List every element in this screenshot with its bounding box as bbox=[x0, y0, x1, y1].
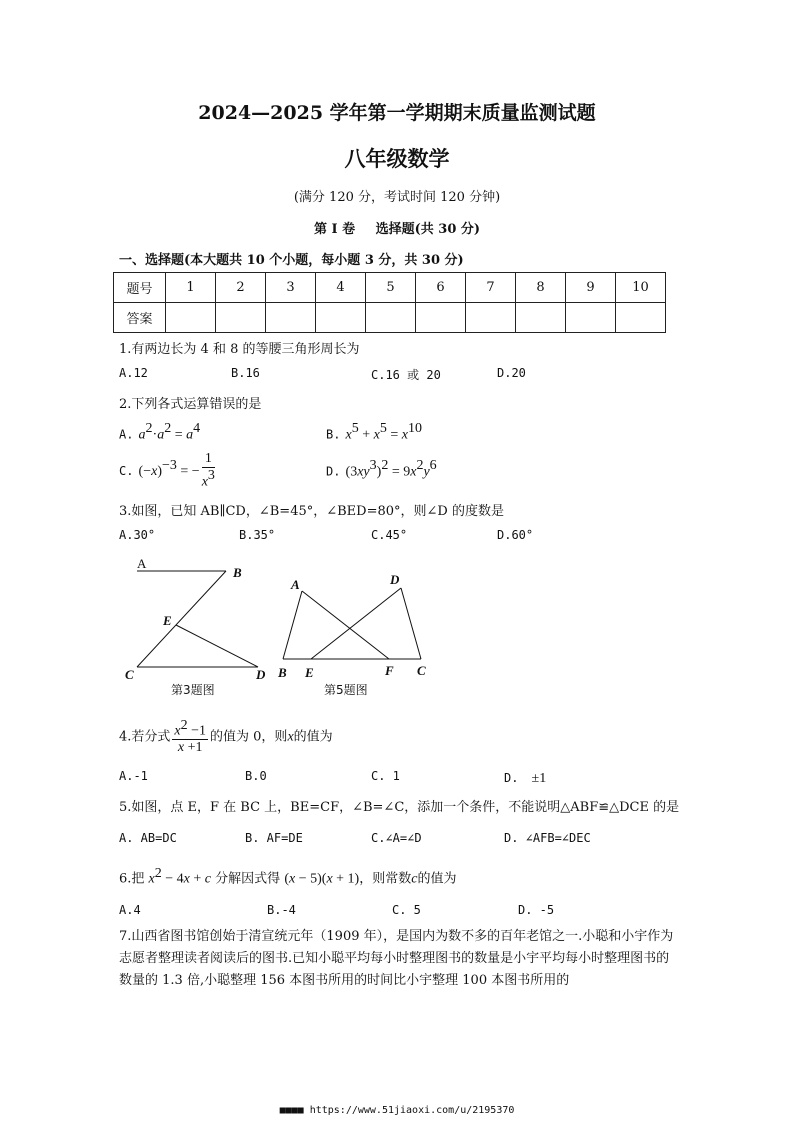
part-name: 选择题(共 30 分) bbox=[375, 222, 481, 237]
q2-option-c: C. $(-x)^{-3}$ = − $\frac{1}{x^3}$ bbox=[119, 451, 215, 490]
question-number-cell: 7 bbox=[466, 273, 516, 303]
question-number-cell: 4 bbox=[316, 273, 366, 303]
question-number-cell: 5 bbox=[366, 273, 416, 303]
question-number-cell: 3 bbox=[266, 273, 316, 303]
q5-option-c: C.∠A=∠D bbox=[371, 831, 422, 845]
q2-option-b: B. $x^5 + x^5 = x^{10}$ bbox=[326, 421, 423, 443]
fig3-label-e: E bbox=[163, 613, 172, 628]
fig5-label-e: E bbox=[305, 665, 314, 680]
fig3-caption: 第3题图 bbox=[171, 683, 215, 697]
figure-5-labels bbox=[277, 572, 426, 680]
fig3-label-b: B bbox=[233, 565, 242, 580]
q1-option-c: C.16 或 20 bbox=[371, 368, 441, 382]
exam-title: 2024—2025 学年第一学期期末质量监测试题 bbox=[198, 102, 596, 124]
answer-cell[interactable] bbox=[516, 303, 566, 333]
question-6-stem: 6.把 $x^2 - 4x + c$ 分解因式得 (x − 5)(x + 1)，则常数c的值为 bbox=[119, 866, 457, 887]
figure-3-labels bbox=[125, 556, 266, 682]
part-label: 第 I 卷 bbox=[313, 222, 356, 237]
q2-option-a: A. $a^2\cdot a^2 = a^4$ bbox=[119, 421, 201, 443]
q3-option-b: B.35° bbox=[239, 528, 276, 542]
answer-cell[interactable] bbox=[266, 303, 316, 333]
figure-5 bbox=[283, 588, 421, 659]
q5-option-b: B. AF=DE bbox=[245, 831, 303, 845]
answer-cell[interactable] bbox=[366, 303, 416, 333]
q3-option-a: A.30° bbox=[119, 528, 156, 542]
fig5-label-f: F bbox=[385, 663, 394, 678]
question-2-stem: 2.下列各式运算错误的是 bbox=[119, 397, 262, 412]
q6-option-a: A.4 bbox=[119, 903, 141, 917]
answer-cell[interactable] bbox=[416, 303, 466, 333]
q4-option-c: C. 1 bbox=[371, 769, 400, 783]
fig5-label-b: B bbox=[278, 665, 287, 680]
q4-option-d: D. ±1 bbox=[504, 771, 547, 786]
q2-option-d: D. $(3xy^3)^2 = 9x^2y^6$ bbox=[326, 458, 437, 480]
q1-option-d: D.20 bbox=[497, 366, 526, 380]
exam-note: (满分 120 分，考试时间 120 分钟) bbox=[293, 190, 501, 205]
footer-url: ■■■■ https://www.51jiaoxi.com/u/2195370 bbox=[279, 1105, 515, 1116]
question-4-stem: 4.若分式 $\frac{x^2 -1}{x +1}$ 的值为 0，则x的值为 bbox=[119, 718, 333, 756]
q1-option-a: A.12 bbox=[119, 366, 148, 380]
segment-ed bbox=[176, 625, 258, 667]
table-row bbox=[114, 303, 666, 333]
table-header-cell: 答案 bbox=[114, 303, 166, 333]
answer-cell[interactable] bbox=[466, 303, 516, 333]
question-number-cell: 8 bbox=[516, 273, 566, 303]
geometry-figures bbox=[115, 555, 445, 700]
fig5-label-a: A bbox=[291, 577, 300, 592]
q6-option-d: D. -5 bbox=[518, 903, 555, 917]
q3-option-d: D.60° bbox=[497, 528, 534, 542]
part-heading bbox=[0, 218, 794, 237]
q4-option-b: B.0 bbox=[245, 769, 267, 783]
q5-option-d: D. ∠AFB=∠DEC bbox=[504, 831, 591, 845]
question-5-stem: 5.如图，点 E，F 在 BC 上，BE=CF，∠B=∠C，添加一个条件，不能说明△ABF≌△DCE 的是 bbox=[119, 800, 680, 815]
figure-3 bbox=[137, 571, 258, 667]
segment-ab5 bbox=[283, 591, 302, 659]
answer-table bbox=[113, 272, 666, 333]
question-7-text: 7.山西省图书馆创始于清宣统元年（1909 年），是国内为数不多的百年老馆之一.小聪和小宇作为志愿者整理读者阅读后的图书.已知小聪平均每小时整理图书的数量是小宇平均每小时整理图书的数量的 1.3 倍,小聪整理 156 本图书所用的时间比小宇整理 100 本图书所用的 bbox=[119, 929, 674, 988]
segment-cd5 bbox=[401, 588, 421, 659]
fig5-label-c: C bbox=[417, 663, 426, 678]
question-number-cell: 10 bbox=[616, 273, 666, 303]
table-row bbox=[114, 273, 666, 303]
q6-option-c: C. 5 bbox=[392, 903, 421, 917]
table-header-cell: 题号 bbox=[114, 273, 166, 303]
segment-de5 bbox=[311, 588, 401, 659]
section-heading: 一、选择题(本大题共 10 个小题，每小题 3 分，共 30 分) bbox=[119, 253, 464, 268]
answer-cell[interactable] bbox=[166, 303, 216, 333]
segment-af5 bbox=[302, 591, 389, 659]
fig5-label-d: D bbox=[390, 572, 400, 587]
answer-cell[interactable] bbox=[316, 303, 366, 333]
answer-cell[interactable] bbox=[566, 303, 616, 333]
fig5-caption: 第5题图 bbox=[324, 683, 368, 697]
answer-cell[interactable] bbox=[216, 303, 266, 333]
fig3-label-c: C bbox=[125, 667, 134, 682]
question-number-cell: 1 bbox=[166, 273, 216, 303]
question-number-cell: 9 bbox=[566, 273, 616, 303]
fig3-label-a: A bbox=[137, 556, 147, 571]
fig3-label-d: D bbox=[256, 667, 266, 682]
q5-option-a: A. AB=DC bbox=[119, 831, 177, 845]
q3-option-c: C.45° bbox=[371, 528, 408, 542]
q6-option-b: B.-4 bbox=[267, 903, 296, 917]
question-1-stem: 1.有两边长为 4 和 8 的等腰三角形周长为 bbox=[119, 342, 360, 357]
subject-title: 八年级数学 bbox=[344, 146, 450, 171]
question-number-cell: 2 bbox=[216, 273, 266, 303]
q1-option-b: B.16 bbox=[231, 366, 260, 380]
answer-cell[interactable] bbox=[616, 303, 666, 333]
question-3-stem: 3.如图，已知 AB∥CD，∠B=45°，∠BED=80°，则∠D 的度数是 bbox=[119, 504, 504, 519]
question-number-cell: 6 bbox=[416, 273, 466, 303]
q4-option-a: A.-1 bbox=[119, 769, 148, 783]
segment-bc bbox=[137, 571, 226, 667]
